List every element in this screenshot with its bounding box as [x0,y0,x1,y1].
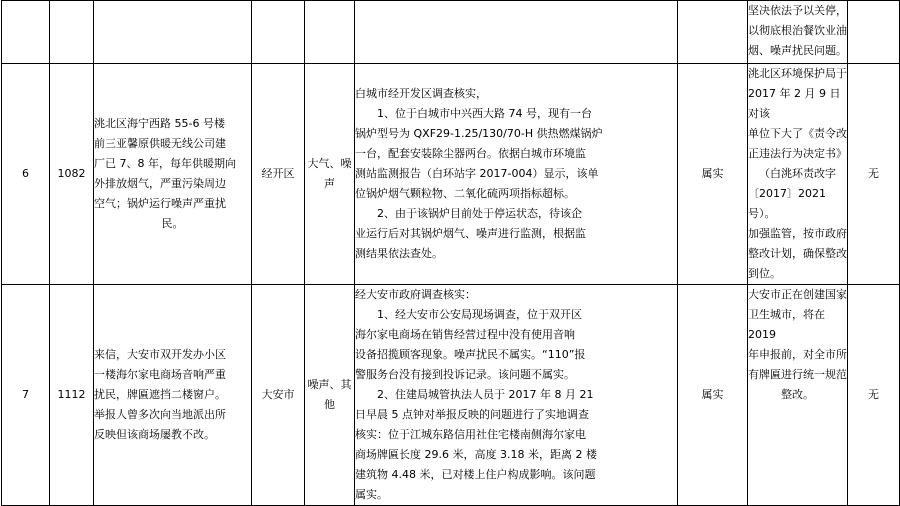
investigation-line: 2、住建局城管执法人员于 2017 年 8 月 21 [377,388,594,401]
district-cell: 大安市 [252,285,305,506]
pollution-type-cell [305,1,355,64]
complaint-line: 厂已 7、8 年，每年供暖期向 [94,157,236,170]
district-cell: 经开区 [252,64,305,285]
complaint-cell [94,1,252,64]
action-line: 以彻底根治餐饮业油 [748,24,847,37]
investigation-line: 建筑物 4.48 米，已对楼上住户构成影响。该问题 [355,468,596,481]
complaint-line: 洮北区海宁西路 55-6 号楼 [94,117,225,130]
verdict-cell [678,1,748,64]
investigation-line: 2、由于该锅炉目前处于停运状态，待该企 [377,207,582,220]
investigation-line: 白城市经开发区调查核实， [355,87,487,100]
investigation-cell [355,1,678,64]
action-line: 烟、噪声扰民问题。 [748,44,847,57]
investigation-line: 属实。 [355,488,388,501]
complaint-table [1,0,900,506]
action-line: 正违法行为决定书》 [748,147,847,160]
complaint-cell [94,64,252,285]
investigation-line: 测站监测报告（白环站字 2017-004）显示，该单 [355,167,599,180]
pollution-type-line: 他 [324,398,335,411]
pollution-type-cell [305,64,355,285]
action-line: 整改。 [781,388,814,401]
pollution-type-line: 声 [324,177,335,190]
district-cell [252,1,305,64]
investigation-line: 设备招揽顾客现象。噪声扰民不属实。“110”报 [355,348,586,361]
verdict-cell: 属实 [678,64,748,285]
action-cell [748,285,848,506]
complaint-line: 扰民，牌匾遮挡二楼窗户。 [94,388,226,401]
case-id-cell: 1112 [50,285,94,506]
complaint-line: 外排放烟气，严重污染周边 [94,177,226,190]
action-line: 2017 年 2 月 9 日对该 [748,87,841,120]
investigation-line: 位锅炉烟气颗粒物、二氧化硫两项指标超标。 [355,187,575,200]
row-number-cell: 6 [2,64,50,285]
row-number-cell: 7 [2,285,50,506]
investigation-line: 测结果依法查处。 [355,247,443,260]
verdict-cell: 属实 [678,285,748,506]
table-row [2,64,900,285]
action-line: 〔2017〕2021 号）。 [748,187,826,220]
investigation-line: 核实：位于江城东路信用社住宅楼南侧海尔家电 [355,428,586,441]
action-line: 年申报前，对全市所 [748,348,847,361]
investigation-line: 海尔家电商场在销售经营过程中没有使用音响 [355,328,575,341]
investigation-line: 日早晨 5 点钟对举报反映的问题进行了实地调查 [355,408,589,421]
accountability-cell: 无 [848,285,900,506]
pollution-type-cell [305,285,355,506]
investigation-cell [355,285,678,506]
action-line: 坚决依法予以关停， [748,4,847,17]
investigation-line: 警服务台没有接到投诉记录。该问题不属实。 [355,368,575,381]
investigation-line: 1、位于白城市中兴西大路 74 号，现有一台 [377,107,592,120]
case-id-cell [50,1,94,64]
action-line: 单位下大了《责令改 [748,127,847,140]
accountability-cell [848,1,900,64]
investigation-line: 一台，配套安装除尘器两台。依据白城市环境监 [355,147,586,160]
case-id-cell: 1082 [50,64,94,285]
action-line: （白洮环责改字 [759,167,836,180]
row-number-cell [2,1,50,64]
investigation-line: 商场牌匾长度 29.6 米，高度 3.18 米，距离 2 楼 [355,448,597,461]
complaint-line: 举报人曾多次向当地派出所 [94,408,226,421]
pollution-type-line: 噪声、其 [307,378,352,391]
complaint-line: 一楼海尔家电商场音响严重 [94,368,226,381]
complaint-line: 反映但该商场屡教不改。 [94,428,215,441]
action-line: 洮北区环境保护局于 [748,67,847,80]
action-line: 卫生城市，将在 2019 [748,308,825,341]
investigation-line: 经大安市政府调查核实： [355,288,476,301]
investigation-cell [355,64,678,285]
investigation-line: 业运行后对其锅炉烟气、噪声进行监测，根据监 [355,227,586,240]
action-line: 加强监管，按市政府 [748,227,847,240]
action-cell [748,1,848,64]
table-row [2,285,900,506]
accountability-cell: 无 [848,64,900,285]
complaint-cell [94,285,252,506]
action-line: 到位。 [748,267,781,280]
action-cell [748,64,848,285]
action-line: 大安市正在创建国家 [748,288,847,301]
investigation-line: 锅炉型号为 QXF29-1.25/130/70-H 供热燃煤锅炉 [355,127,603,140]
pollution-type-line: 大气、噪 [307,157,352,170]
complaint-line: 民。 [161,217,184,230]
action-line: 有牌匾进行统一规范 [748,368,847,381]
table-row [2,1,900,64]
complaint-line: 来信，大安市双开发办小区 [94,348,226,361]
complaint-line: 前三亚馨原供暖无线公司建 [94,137,226,150]
investigation-line: 1、经大安市公安局现场调查，位于双开区 [377,308,582,321]
complaint-line: 空气；锅炉运行噪声严重扰 [94,197,226,210]
action-line: 整改计划，确保整改 [748,247,847,260]
